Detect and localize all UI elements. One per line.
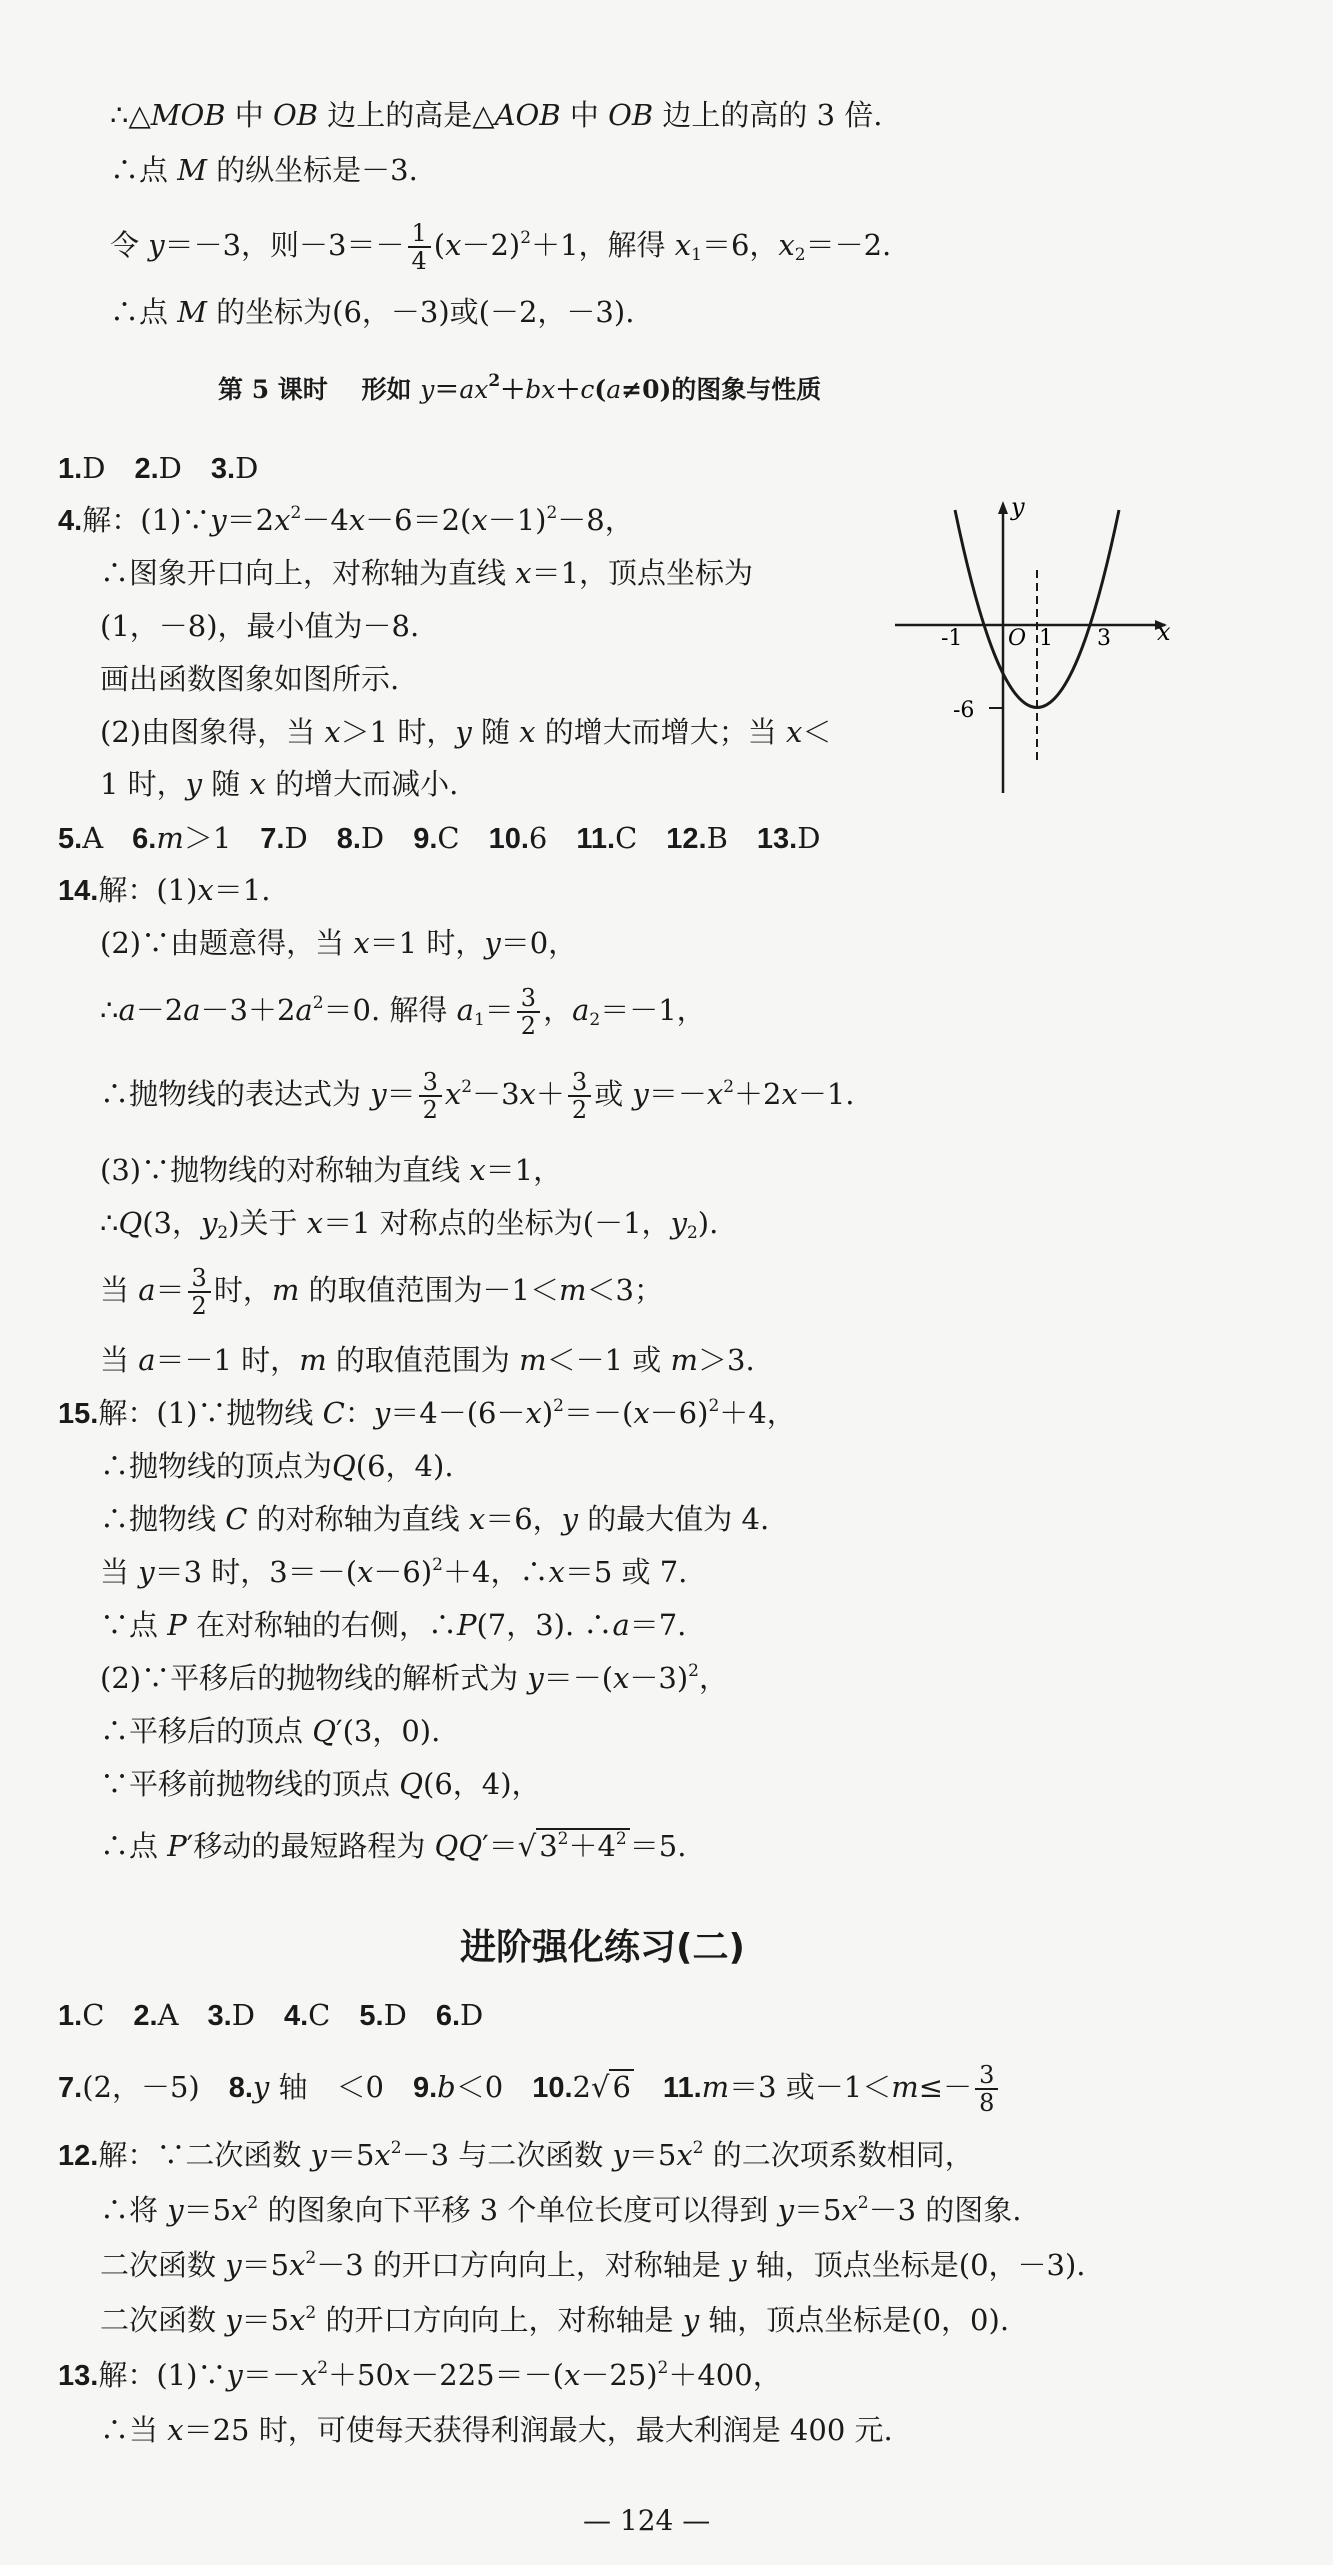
text-line: 当 a＝－1 时，m 的取值范围为 m＜－1 或 m＞3.: [100, 1343, 755, 1377]
y-axis-label: y: [1011, 495, 1025, 521]
text-line: ∴Q(3，$y_2$)关于 x＝1 对称点的坐标为(－1，$y_2$).: [100, 1206, 719, 1243]
answer-line: 14.解：(1)x＝1.: [58, 873, 271, 907]
text-line: ∴图象开口向上，对称轴为直线 x＝1，顶点坐标为: [100, 556, 754, 590]
origin-label: O: [1008, 626, 1027, 651]
text-line: ∵点 P 在对称轴的右侧，∴P(7，3). ∴a＝7.: [100, 1608, 687, 1642]
tick-label: 1: [1039, 626, 1053, 651]
text-line: 令 y＝－3，则－3＝－ $\frac{1}{4}$ $(x-2)^2+1$，解得 $x_1=6$，$x_2=-2$.: [110, 219, 892, 275]
page-number: — 124 —: [583, 2504, 711, 2537]
answer-line: 12.解：∵二次函数 $y=5x^2-3$ 与二次函数 $y=5x^2$ 的二次项系数相同，: [58, 2138, 974, 2172]
section-title: 第 5 课时 形如 $y=ax^2+bx+c(a\ne 0)$的图象与性质: [218, 371, 822, 404]
text-line: (2)∵由题意得，当 x＝1 时，y＝0，: [100, 926, 578, 960]
text-line: ∴抛物线的表达式为 y＝ $\frac{3}{2}$ $x^2-3x+$ $\frac{3}{2}$ 或 $y=-x^2+2x-1$.: [100, 1068, 855, 1124]
text-line: 画出函数图象如图所示.: [100, 662, 400, 696]
text-line: 1 时，y 随 x 的增大而减小.: [100, 767, 459, 801]
text-line: $\therefore a-2a-3+2a^2=0$. 解得 $a_1=$ $\frac{3}{2}$ ，$a_2=-1$，: [100, 984, 706, 1040]
text-line: (1，－8)，最小值为－8.: [100, 609, 420, 643]
text-line: ∴△MOB 中 OB 边上的高是△AOB 中 OB 边上的高的 3 倍.: [110, 98, 883, 132]
tick-label: 3: [1097, 626, 1111, 651]
answer-line: 5.A 6.m＞1 7.D 8.D 9.C 10.6 11.C 12.B 13.D: [58, 821, 821, 855]
answer-line: 7.(2，－5) 8.y 轴 ＜0 9.b＜0 10.2√ 6 11.m＝3 或－1＜m≤－ $\frac{3}{8}$: [58, 2062, 1001, 2116]
text-line: 二次函数 $y=5x^2-3$ 的开口方向向上，对称轴是 y 轴，顶点坐标是(0，－3).: [100, 2248, 1086, 2282]
answer-line: 1.D 2.D 3.D: [58, 451, 259, 485]
parabola-graph: [895, 495, 1175, 805]
text-line: ∴点 M 的坐标为(6，－3)或(－2，－3).: [110, 295, 635, 329]
text-line: ∴点 M 的纵坐标是－3.: [110, 153, 418, 187]
text-line: 当 a＝ $\frac{3}{2}$ 时，m 的取值范围为－1＜m＜3；: [100, 1264, 663, 1320]
tick-label: -1: [941, 626, 963, 651]
text-line: ∴平移后的顶点 Q′(3，0).: [100, 1714, 441, 1748]
section-heading: 进阶强化练习(二): [460, 1927, 745, 1968]
text-line: (2)∵平移后的抛物线的解析式为 $y=-(x-3)^2$，: [100, 1661, 728, 1695]
answer-line: 15.解：(1)∵抛物线 C：$y=4-(6-x)^2=-(x-6)^2+4$，: [58, 1396, 796, 1430]
answer-line: 13.解：$(1)\because y=-x^2+50x-225=-(x-25)^2+400$，: [58, 2358, 782, 2392]
text-line: ∴将 $y=5x^2$ 的图象向下平移 3 个单位长度可以得到 $y=5x^2-3$ 的图象.: [100, 2193, 1022, 2227]
text-line: (2)由图象得，当 x＞1 时，y 随 x 的增大而增大；当 x＜: [100, 715, 832, 749]
text-line: ∵平移前抛物线的顶点 Q(6，4)，: [100, 1767, 541, 1801]
text-line: ∴抛物线的顶点为Q(6，4).: [100, 1449, 454, 1483]
text-line: (3)∵抛物线的对称轴为直线 x＝1，: [100, 1153, 563, 1187]
page-number-value: 124: [619, 2504, 674, 2537]
text-line: 当 y＝3 时，$3=-(x-6)^2+4$，∴x＝5 或 7.: [100, 1555, 688, 1589]
text-line: ∴点 P′移动的最短路程为 QQ′＝√ $3^2+4^2 =5$.: [100, 1829, 687, 1863]
tick-label: -6: [953, 698, 975, 723]
answer-line: 1.C 2.A 3.D 4.C 5.D 6.D: [58, 1998, 484, 2032]
answer-line: 4.解：$(1)\because y=2x^2-4x-6=2(x-1)^2-8$，: [58, 503, 634, 537]
text-line: ∴抛物线 C 的对称轴为直线 x＝6，y 的最大值为 4.: [100, 1502, 770, 1536]
text-line: ∴当 x＝25 时，可使每天获得利润最大，最大利润是 400 元.: [100, 2413, 893, 2447]
text-line: 二次函数 $y=5x^2$ 的开口方向向上，对称轴是 y 轴，顶点坐标是(0，0).: [100, 2303, 1010, 2337]
x-axis-label: x: [1157, 618, 1171, 646]
y-axis-arrow-icon: [998, 501, 1008, 514]
